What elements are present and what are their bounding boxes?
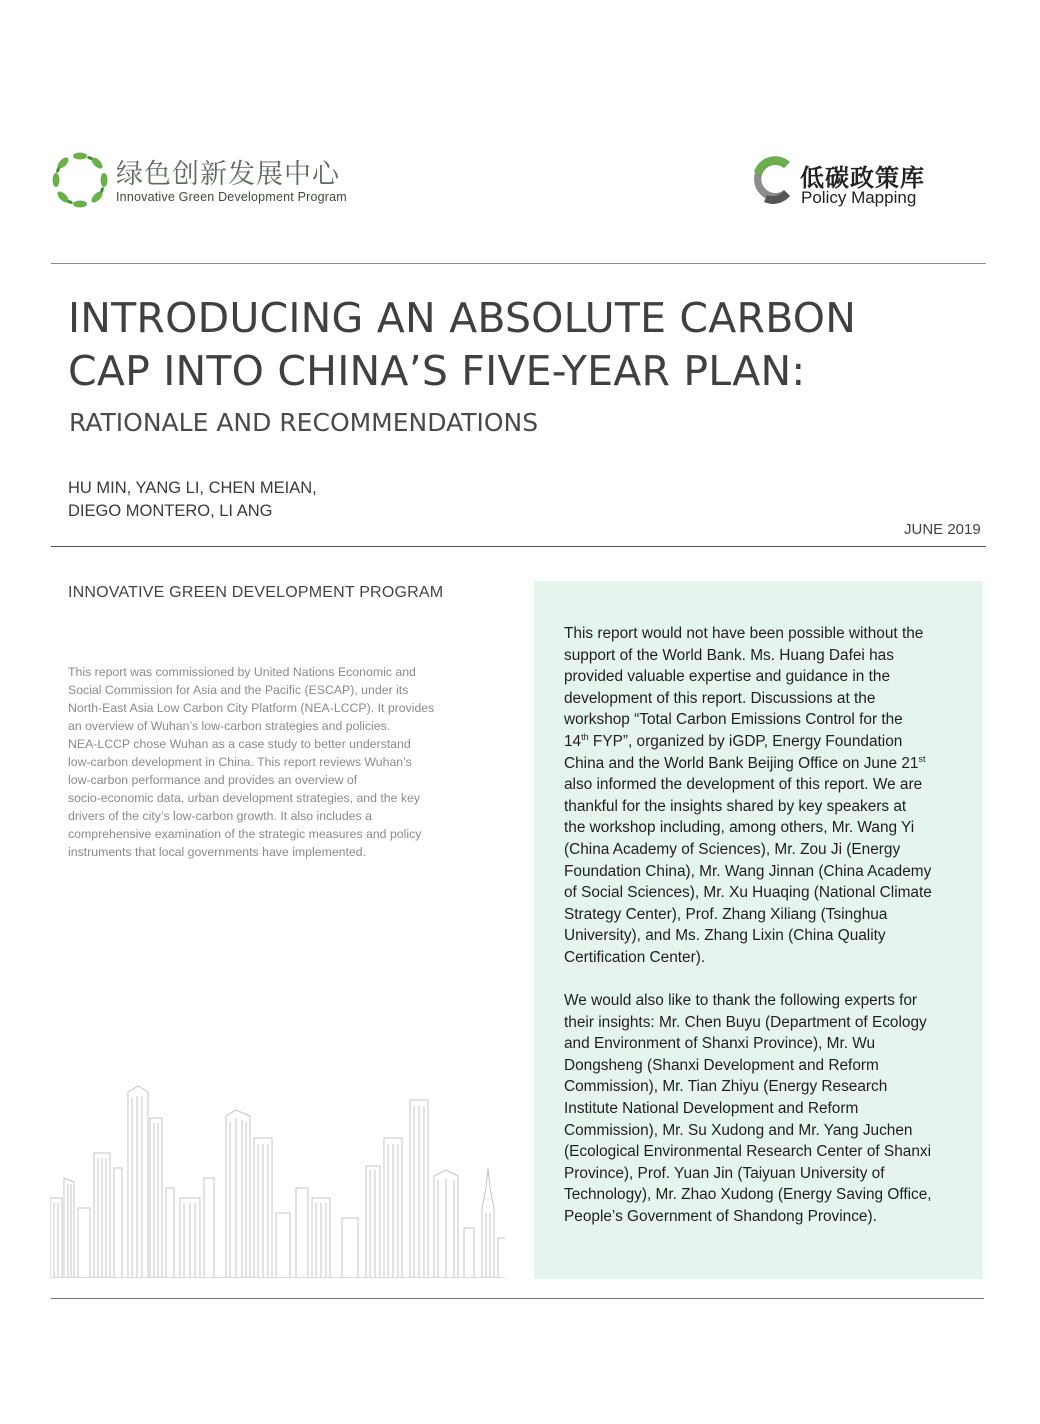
city-skyline-illustration — [50, 1078, 505, 1278]
ack-line: (Ecological Environmental Research Center of Shanxi — [564, 1143, 931, 1161]
acknowledgements-box — [534, 581, 983, 1279]
ack-line: Institute National Development and Reform — [564, 1099, 859, 1117]
ack-line: Province), Prof. Yuan Jin (Taiyuan University of — [564, 1164, 885, 1182]
ack-line: thankful for the insights shared by key speakers at — [564, 797, 907, 815]
ack-line: We would also like to thank the following experts for — [564, 992, 918, 1009]
summary-line: This report was commissioned by United Nations Economic and — [68, 665, 416, 679]
report-summary — [68, 663, 458, 861]
ack-line: provided valuable expertise and guidance in the — [564, 668, 890, 686]
ack-line: Technology), Mr. Zhao Xudong (Energy Saving Office, — [564, 1186, 932, 1204]
ack-line: People’s Government of Shandong Province). — [564, 1207, 877, 1225]
summary-line: drivers of the city’s low-carbon growth. It also includes a — [68, 809, 372, 823]
policy-mapping-logo-english: Policy Mapping — [801, 188, 917, 207]
authors-line-2: DIEGO MONTERO, LI ANG — [68, 502, 273, 520]
ack-line: This report would not have been possible without the — [564, 625, 924, 642]
report-title — [68, 292, 928, 398]
ack-line — [564, 753, 932, 775]
ack-line: and Environment of Shanxi Province), Mr. Wu — [564, 1035, 876, 1053]
ack-line: their insights: Mr. Chen Buyu (Department of Ecology — [564, 1013, 927, 1031]
summary-line: NEA-LCCP chose Wuhan as a case study to better understand — [68, 737, 411, 751]
summary-line: comprehensive examination of the strategic measures and policy — [68, 827, 422, 841]
ack-line: workshop “Total Carbon Emissions Control for the — [564, 711, 903, 729]
igdp-logo-chinese: 绿色创新发展中心 — [116, 159, 340, 190]
bottom-divider — [51, 1298, 984, 1299]
acknowledgements-paragraph-1 — [564, 623, 932, 969]
authors-line-1: HU MIN, YANG LI, CHEN MEIAN, — [68, 479, 317, 497]
summary-line: an overview of Wuhan’s low-carbon strategies and policies. — [68, 719, 391, 733]
ack-line: (China Academy of Sciences), Mr. Zou Ji (Energy — [564, 840, 901, 858]
policy-mapping-logo — [746, 152, 946, 212]
authors — [68, 477, 317, 523]
top-divider — [51, 263, 986, 264]
ack-line: Foundation China), Mr. Wang Jinnan (China Academy — [564, 862, 932, 880]
title-line-2: CAP INTO CHINA’S FIVE-YEAR PLAN: — [68, 347, 806, 395]
ack-line: Commission), Mr. Su Xudong and Mr. Yang Juchen — [564, 1121, 913, 1139]
superscript: st — [918, 753, 926, 764]
ack-line: of Social Sciences), Mr. Xu Huaqing (National Climate — [564, 884, 932, 902]
green-leaf-ring-icon — [50, 150, 110, 210]
summary-line: instruments that local governments have implemented. — [68, 845, 367, 859]
ack-line: Certification Center). — [564, 948, 706, 966]
summary-line: North-East Asia Low Carbon City Platform (NEA-LCCP). It provides — [68, 701, 435, 715]
ack-line-part: 14 — [564, 732, 582, 750]
report-subtitle: RATIONALE AND RECOMMENDATIONS — [69, 408, 539, 437]
ack-line: University), and Ms. Zhang Lixin (China Quality — [564, 927, 886, 945]
title-line-1: INTRODUCING AN ABSOLUTE CARBON — [68, 294, 857, 342]
ack-line-part: China and the World Bank Beijing Office on June 21 — [564, 754, 919, 772]
igdp-logo — [50, 150, 370, 214]
igdp-logo-english: Innovative Green Development Program — [116, 190, 347, 204]
superscript: th — [581, 731, 589, 742]
summary-line: socio-economic data, urban development strategies, and the key — [68, 791, 421, 805]
program-heading: INNOVATIVE GREEN DEVELOPMENT PROGRAM — [68, 584, 444, 601]
ack-line: also informed the development of this report. We are — [564, 776, 923, 794]
ack-line: Dongsheng (Shanxi Development and Reform — [564, 1056, 879, 1074]
acknowledgements-paragraph-2 — [564, 990, 932, 1228]
policy-mapping-logo-chinese: 低碳政策库 — [800, 164, 925, 192]
ack-line: the workshop including, among others, Mr. Wang Yi — [564, 819, 915, 837]
header-divider — [51, 546, 986, 547]
summary-line: low-carbon development in China. This report reviews Wuhan’s — [68, 755, 412, 769]
ack-line — [564, 731, 932, 753]
publication-date: JUNE 2019 — [904, 521, 981, 538]
ack-line-part: FYP”, organized by iGDP, Energy Foundation — [588, 732, 903, 750]
ack-line: development of this report. Discussions at the — [564, 689, 876, 707]
ack-line: Strategy Center), Prof. Zhang Xiliang (Tsinghua — [564, 905, 888, 923]
ack-line: support of the World Bank. Ms. Huang Dafei has — [564, 646, 894, 664]
ack-line: Commission), Mr. Tian Zhiyu (Energy Research — [564, 1078, 888, 1096]
summary-line: Social Commission for Asia and the Pacific (ESCAP), under its — [68, 683, 409, 697]
c-mark-icon — [746, 152, 798, 206]
summary-line: low-carbon performance and provides an overview of — [68, 773, 358, 787]
